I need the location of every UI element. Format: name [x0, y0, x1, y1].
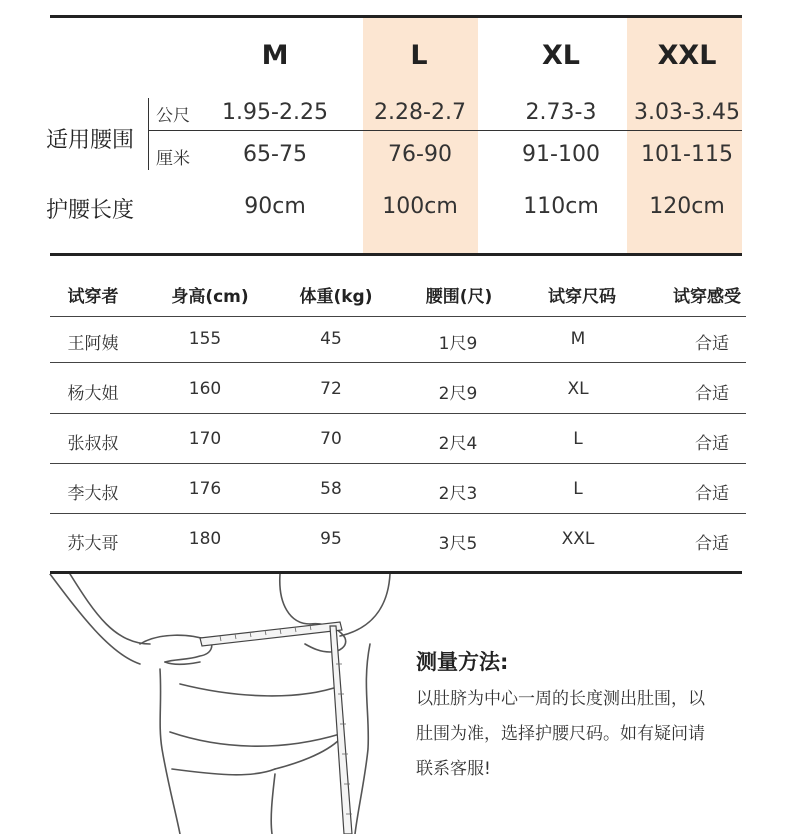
row-divider [50, 316, 746, 317]
waist-label: 适用腰围 [46, 128, 135, 153]
cm-value-m: 65-75 [243, 142, 307, 167]
row-divider [50, 463, 746, 464]
row-divider [50, 413, 746, 414]
header-feeling: 试穿感受 [673, 287, 741, 307]
cell-weight: 72 [320, 379, 342, 399]
method-title: 测量方法: [416, 650, 509, 674]
length-value-xl: 110cm [523, 194, 599, 219]
cell-waist: 3尺5 [438, 534, 478, 554]
waist-divider-vertical [148, 98, 149, 170]
waist-measure-illustration [40, 574, 400, 834]
cell-size: XL [567, 379, 589, 399]
header-weight: 体重(kg) [299, 287, 373, 307]
cell-feeling: 合适 [695, 484, 729, 504]
cell-weight: 45 [320, 329, 342, 349]
cell-tester: 李大叔 [67, 484, 119, 504]
cm-value-xxl: 101-115 [641, 142, 733, 167]
length-label: 护腰长度 [46, 198, 135, 223]
size-header-m: M [261, 40, 289, 71]
top-rule [50, 15, 742, 18]
length-value-xxl: 120cm [649, 194, 725, 219]
cell-size: L [573, 479, 583, 499]
method-line-2: 肚围为准，选择护腰尺码。如有疑问请 [416, 724, 705, 744]
header-tester: 试穿者 [67, 287, 119, 307]
size-header-l: L [410, 40, 428, 71]
cell-feeling: 合适 [695, 434, 729, 454]
method-line-1: 以肚脐为中心一周的长度测出肚围，以 [416, 689, 705, 709]
size-header-xl: XL [541, 40, 581, 71]
cm-value-xl: 91-100 [522, 142, 600, 167]
cell-waist: 2尺4 [438, 434, 478, 454]
chi-value-xxl: 3.03-3.45 [634, 100, 740, 125]
length-value-l: 100cm [382, 194, 458, 219]
cell-tester: 苏大哥 [67, 534, 119, 554]
length-value-m: 90cm [244, 194, 306, 219]
cell-weight: 70 [320, 429, 342, 449]
cell-feeling: 合适 [695, 384, 729, 404]
cell-tester: 王阿姨 [67, 334, 119, 354]
header-size: 试穿尺码 [548, 287, 616, 307]
cell-size: M [570, 329, 586, 349]
waist-divider-horizontal [148, 130, 742, 131]
cm-value-l: 76-90 [388, 142, 452, 167]
cell-size: L [573, 429, 583, 449]
cell-tester: 张叔叔 [67, 434, 119, 454]
cell-weight: 58 [320, 479, 342, 499]
unit-chi-label: 公尺 [156, 106, 190, 126]
chi-value-l: 2.28-2.7 [374, 100, 466, 125]
cell-feeling: 合适 [695, 534, 729, 554]
unit-cm-label: 厘米 [156, 149, 190, 169]
row-divider [50, 513, 746, 514]
cell-height: 170 [188, 429, 222, 449]
cell-tester: 杨大姐 [67, 384, 119, 404]
cell-waist: 2尺3 [438, 484, 478, 504]
cell-height: 160 [188, 379, 222, 399]
cell-height: 155 [188, 329, 222, 349]
header-height: 身高(cm) [171, 287, 249, 307]
cell-height: 180 [188, 529, 222, 549]
cell-waist: 1尺9 [438, 334, 478, 354]
cell-waist: 2尺9 [438, 384, 478, 404]
bottom-rule [50, 253, 742, 256]
method-line-3: 联系客服! [416, 759, 491, 779]
size-header-xxl: XXL [657, 40, 717, 71]
header-waist: 腰围(尺) [425, 287, 493, 307]
cell-height: 176 [188, 479, 222, 499]
cell-feeling: 合适 [695, 334, 729, 354]
cell-size: XXL [561, 529, 595, 549]
cell-weight: 95 [320, 529, 342, 549]
row-divider [50, 362, 746, 363]
chi-value-m: 1.95-2.25 [222, 100, 328, 125]
chi-value-xl: 2.73-3 [525, 100, 597, 125]
